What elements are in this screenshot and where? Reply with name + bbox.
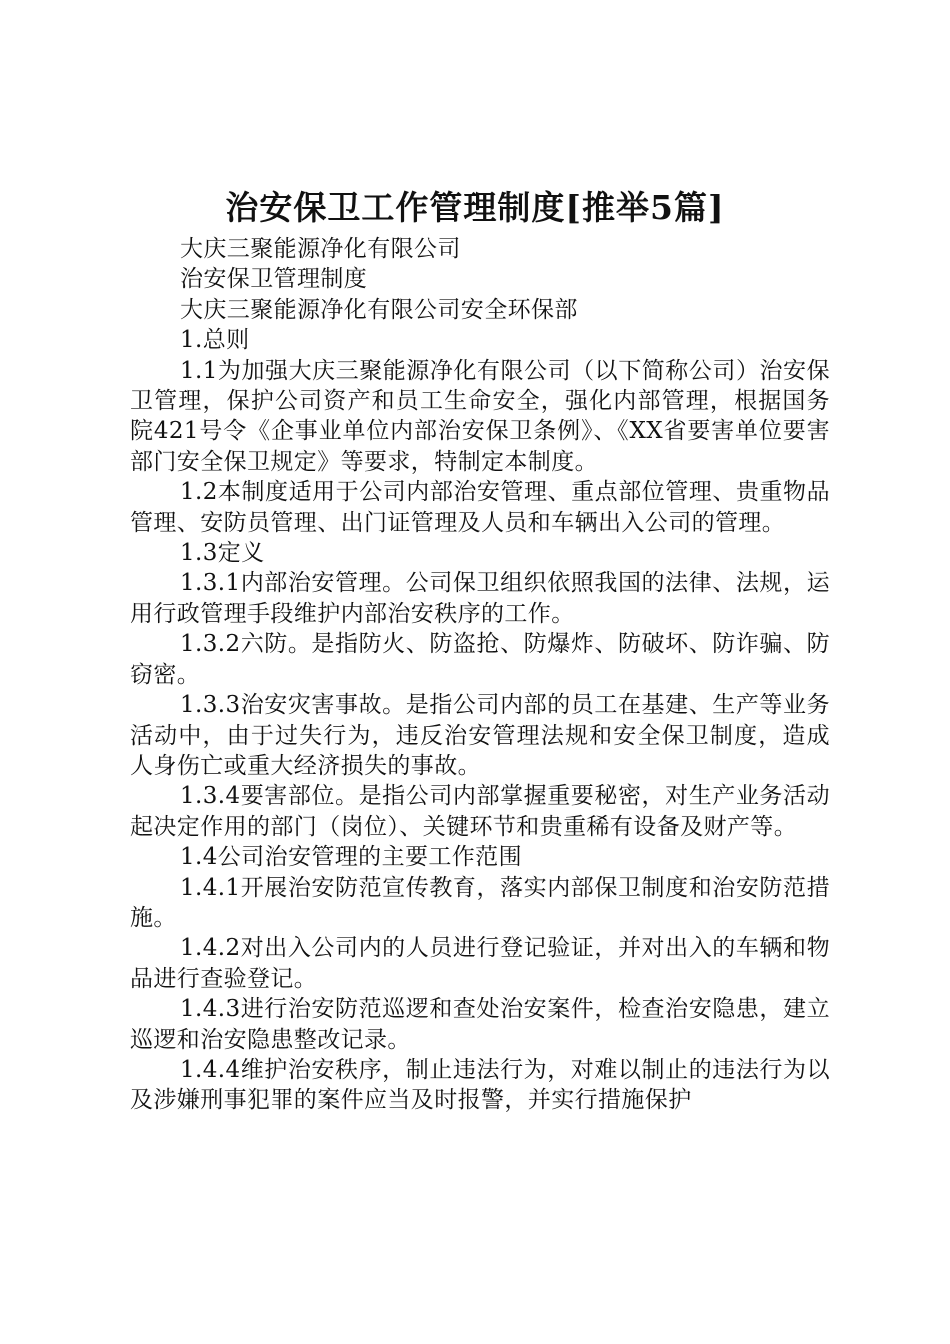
paragraph-company: 大庆三聚能源净化有限公司 xyxy=(180,236,461,262)
paragraph: 1.3.4要害部位。是指公司内部掌握重要秘密，对生产业务活动起决定作用的部门（岗位）、关键环节和贵重稀有设备及财产等。 xyxy=(130,783,830,840)
section-heading: 1.4公司治安管理的主要工作范围 xyxy=(180,844,522,871)
paragraph: 1.1为加强大庆三聚能源净化有限公司（以下简称公司）治安保卫管理，保护公司资产和员工生命安全，强化内部管理，根据国务院421号令《企事业单位内部治安保卫条例》、《XX省要害单位要害部门安全保卫规定》等要求，特制定本制度。 xyxy=(130,357,830,475)
paragraph-regulation-name: 治安保卫管理制度 xyxy=(180,266,368,293)
paragraph: 1.4.1开展治安防范宣传教育，落实内部保卫制度和治安防范措施。 xyxy=(130,874,830,931)
paragraph: 1.4.4维护治安秩序，制止违法行为，对难以制止的违法行为以及涉嫌刑事犯罪的案件应当及时报警，并实行措施保护 xyxy=(130,1056,830,1114)
document-body xyxy=(130,234,830,1116)
paragraph-department: 大庆三聚能源净化有限公司安全环保部 xyxy=(180,296,578,323)
document-title: 治安保卫工作管理制度[推举5篇] xyxy=(225,188,725,227)
section-heading: 1.总则 xyxy=(180,327,250,354)
paragraph: 1.3.3治安灾害事故。是指公司内部的员工在基建、生产等业务活动中，由于过失行为，违反治安管理法规和安全保卫制度，造成人身伤亡或重大经济损失的事故。 xyxy=(130,692,830,779)
paragraph: 1.2本制度适用于公司内部治安管理、重点部位管理、贵重物品管理、安防员管理、出门证管理及人员和车辆出入公司的管理。 xyxy=(130,479,830,536)
paragraph: 1.4.3进行治安防范巡逻和查处治安案件，检查治安隐患，建立巡逻和治安隐患整改记录。 xyxy=(130,996,830,1053)
section-heading: 1.3定义 xyxy=(180,540,265,567)
paragraph: 1.3.2六防。是指防火、防盗抢、防爆炸、防破坏、防诈骗、防窃密。 xyxy=(130,631,830,688)
paragraph: 1.3.1内部治安管理。公司保卫组织依照我国的法律、法规，运用行政管理手段维护内部治安秩序的工作。 xyxy=(130,570,830,627)
paragraph: 1.4.2对出入公司内的人员进行登记验证，并对出入的车辆和物品进行查验登记。 xyxy=(130,935,830,992)
